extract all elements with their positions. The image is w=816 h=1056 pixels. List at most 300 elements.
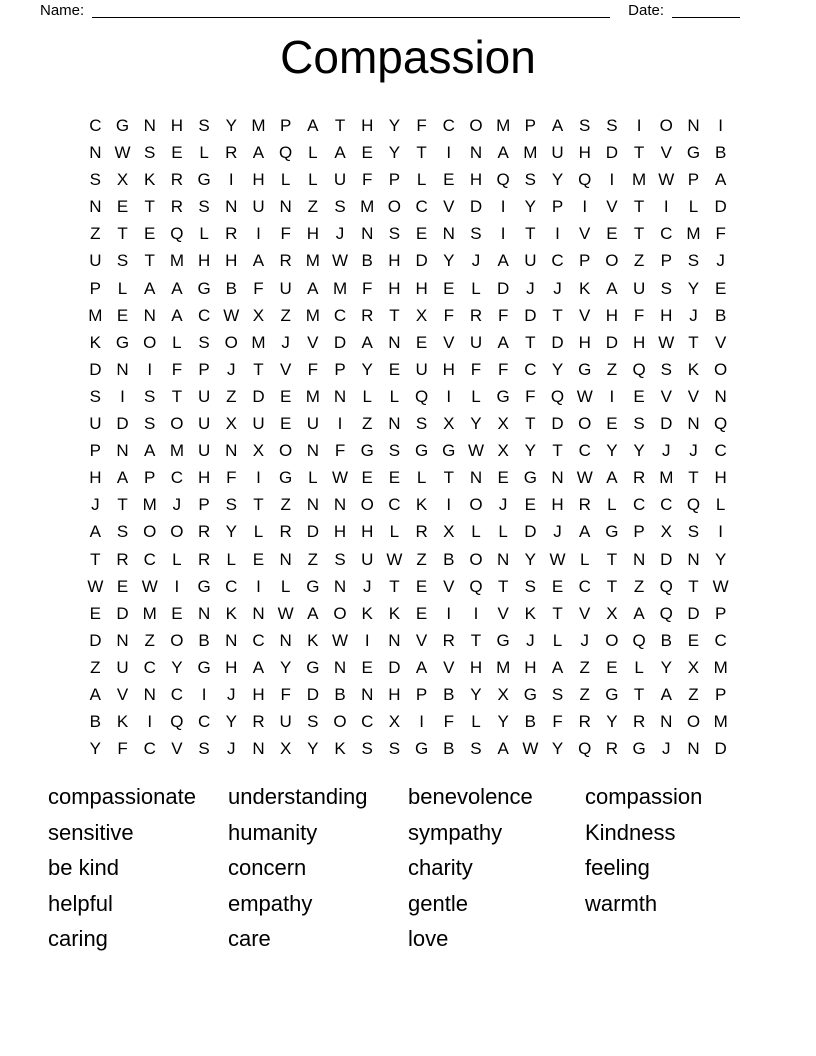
grid-letter: V — [171, 739, 183, 759]
grid-letter: T — [688, 332, 699, 352]
grid-letter: R — [578, 712, 591, 732]
grid-letter: P — [89, 278, 102, 298]
grid-letter: M — [713, 712, 728, 732]
grid-letter: E — [279, 386, 292, 406]
grid-letter: A — [307, 603, 319, 623]
grid-letter: W — [658, 170, 675, 190]
grid-letter: O — [143, 522, 157, 542]
grid-letter: L — [308, 143, 318, 163]
grid-letter: L — [471, 278, 481, 298]
grid-letter: G — [306, 576, 320, 596]
grid-row — [82, 247, 735, 274]
grid-letter: T — [497, 576, 509, 596]
grid-letter: X — [660, 522, 672, 542]
grid-letter: D — [469, 197, 483, 217]
grid-letter: Z — [90, 657, 101, 677]
grid-letter: K — [307, 630, 319, 650]
grid-letter: I — [419, 712, 424, 732]
grid-letter: W — [87, 576, 104, 596]
grid-letter: L — [715, 495, 726, 515]
grid-letter: L — [226, 549, 237, 569]
grid-letter: L — [389, 522, 400, 542]
grid-letter: T — [117, 495, 128, 515]
grid-letter: L — [416, 170, 427, 190]
grid-letter: H — [578, 143, 591, 163]
grid-letter: I — [364, 630, 370, 650]
grid-letter: W — [277, 603, 294, 623]
grid-letter: G — [496, 386, 510, 406]
grid-letter: R — [605, 739, 619, 759]
grid-letter: O — [170, 522, 184, 542]
grid-letter: B — [660, 630, 672, 650]
grid-letter: H — [333, 522, 347, 542]
grid-letter: L — [117, 278, 128, 298]
grid-letter: F — [171, 359, 183, 379]
grid-letter: J — [91, 495, 100, 515]
grid-letter: C — [361, 712, 374, 732]
grid-letter: R — [170, 197, 184, 217]
grid-letter: M — [659, 468, 674, 488]
grid-letter: H — [632, 332, 646, 352]
grid-letter: P — [687, 170, 700, 190]
grid-letter: B — [524, 712, 537, 732]
grid-letter: F — [497, 305, 509, 325]
grid-letter: S — [334, 549, 346, 569]
grid-letter: T — [253, 359, 264, 379]
grid-letter: P — [89, 441, 102, 461]
grid-letter: K — [579, 278, 591, 298]
grid-letter: L — [498, 522, 508, 542]
grid-letter: J — [553, 522, 562, 542]
grid-letter: R — [279, 251, 292, 271]
grid-letter: P — [633, 522, 645, 542]
grid-letter: P — [579, 251, 591, 271]
grid-letter: I — [147, 712, 153, 732]
grid-letter: E — [714, 278, 727, 298]
grid-letter: D — [714, 197, 727, 217]
grid-letter: N — [225, 630, 238, 650]
grid-letter: Q — [279, 143, 293, 163]
grid-letter: E — [633, 386, 645, 406]
grid-letter: V — [660, 386, 672, 406]
grid-letter: A — [551, 657, 564, 677]
grid-letter: G — [605, 522, 619, 542]
grid-letter: Z — [144, 630, 155, 650]
grid-letter: T — [688, 576, 699, 596]
grid-letter: B — [225, 278, 237, 298]
grid-letter: O — [333, 603, 347, 623]
grid-letter: X — [252, 441, 265, 461]
word-item: concern — [228, 855, 307, 881]
grid-letter: T — [606, 549, 618, 569]
grid-letter: G — [442, 441, 456, 461]
grid-letter: I — [446, 603, 452, 623]
grid-letter: I — [256, 224, 261, 244]
grid-letter: A — [144, 278, 156, 298]
grid-letter: C — [197, 712, 211, 732]
grid-letter: E — [606, 657, 618, 677]
grid-letter: D — [524, 305, 537, 325]
grid-letter: N — [469, 143, 483, 163]
grid-letter: S — [660, 359, 672, 379]
grid-letter: W — [141, 576, 158, 596]
grid-letter: T — [389, 576, 400, 596]
grid-letter: M — [713, 657, 728, 677]
grid-letter: A — [633, 603, 645, 623]
grid-letter: L — [199, 224, 209, 244]
grid-letter: Q — [170, 224, 184, 244]
word-item: empathy — [228, 890, 313, 916]
grid-letter: T — [144, 197, 155, 217]
grid-letter: H — [225, 657, 238, 677]
grid-letter: J — [172, 495, 182, 515]
grid-letter: E — [524, 495, 537, 515]
grid-letter: X — [415, 305, 428, 325]
grid-letter: I — [256, 468, 261, 488]
grid-letter: M — [88, 305, 103, 325]
grid-letter: U — [252, 414, 265, 434]
name-fill-line — [92, 3, 610, 18]
grid-letter: L — [362, 386, 372, 406]
grid-letter: T — [117, 224, 128, 244]
grid-letter: J — [689, 305, 698, 325]
grid-letter: N — [687, 414, 700, 434]
grid-letter: S — [198, 197, 210, 217]
grid-letter: S — [361, 739, 373, 759]
grid-letter: E — [551, 576, 564, 596]
grid-letter: A — [307, 116, 319, 135]
word-item: charity — [408, 855, 473, 881]
grid-letter: D — [714, 739, 727, 759]
grid-letter: S — [89, 386, 102, 406]
grid-letter: J — [553, 278, 562, 298]
grid-letter: I — [609, 386, 615, 406]
grid-letter: C — [143, 657, 156, 677]
grid-letter: Y — [89, 739, 102, 759]
grid-row — [82, 518, 735, 545]
grid-letter: C — [170, 684, 184, 704]
grid-letter: T — [171, 386, 183, 406]
grid-letter: H — [469, 170, 483, 190]
grid-letter: Q — [632, 359, 646, 379]
word-list-column — [48, 779, 228, 957]
word-item: care — [228, 926, 271, 952]
grid-letter: U — [306, 414, 319, 434]
grid-letter: C — [714, 630, 727, 650]
grid-letter: Z — [579, 657, 590, 677]
grid-letter: A — [579, 522, 591, 542]
grid-letter: U — [279, 278, 292, 298]
grid-row — [82, 573, 735, 600]
grid-letter: V — [714, 332, 727, 352]
grid-letter: L — [471, 522, 481, 542]
word-item: benevolence — [408, 784, 533, 809]
grid-letter: I — [120, 386, 125, 406]
grid-letter: B — [714, 305, 727, 325]
grid-letter: S — [144, 143, 156, 163]
grid-letter: F — [334, 441, 346, 461]
grid-letter: Q — [659, 603, 673, 623]
grid-letter: R — [578, 495, 591, 515]
grid-letter: D — [388, 657, 401, 677]
grid-letter: G — [414, 739, 429, 759]
grid-letter: T — [144, 251, 155, 271]
grid-letter: H — [361, 116, 374, 135]
grid-letter: U — [89, 251, 102, 271]
grid-letter: Y — [361, 359, 373, 379]
grid-letter: N — [116, 441, 129, 461]
grid-letter: S — [524, 576, 537, 596]
grid-letter: D — [252, 386, 265, 406]
grid-letter: Z — [606, 359, 618, 379]
word-search-grid — [82, 112, 735, 762]
grid-letter: C — [225, 576, 238, 596]
grid-letter: C — [578, 576, 591, 596]
grid-letter: E — [116, 576, 129, 596]
grid-letter: V — [579, 603, 591, 623]
grid-letter: G — [197, 576, 211, 596]
grid-letter: S — [198, 739, 210, 759]
grid-letter: T — [90, 549, 101, 569]
grid-letter: J — [471, 251, 481, 271]
grid-letter: I — [201, 684, 207, 704]
grid-letter: Z — [362, 414, 373, 434]
grid-letter: N — [116, 359, 129, 379]
word-list — [48, 779, 776, 957]
word-item: warmth — [585, 890, 658, 916]
grid-letter: M — [496, 116, 511, 135]
grid-letter: X — [116, 170, 129, 190]
grid-letter: T — [470, 630, 482, 650]
grid-letter: C — [170, 468, 184, 488]
grid-letter: F — [552, 712, 563, 732]
grid-letter: Y — [524, 441, 537, 461]
grid-letter: Y — [606, 441, 618, 461]
grid-letter: A — [660, 684, 672, 704]
grid-letter: B — [361, 251, 373, 271]
grid-letter: A — [307, 278, 319, 298]
grid-letter: A — [606, 278, 618, 298]
grid-letter: H — [225, 251, 238, 271]
grid-letter: S — [89, 170, 102, 190]
grid-letter: O — [714, 359, 728, 379]
grid-row — [82, 220, 735, 247]
grid-letter: X — [443, 522, 455, 542]
grid-letter: M — [251, 116, 266, 135]
grid-letter: A — [415, 657, 428, 677]
grid-letter: V — [116, 684, 129, 704]
grid-letter: U — [524, 251, 537, 271]
grid-letter: F — [633, 305, 645, 325]
word-item: humanity — [228, 819, 318, 845]
grid-letter: C — [442, 116, 455, 135]
grid-letter: Y — [606, 712, 618, 732]
grid-letter: E — [687, 630, 700, 650]
grid-letter: H — [361, 522, 374, 542]
grid-letter: R — [225, 224, 238, 244]
grid-letter: J — [580, 630, 589, 650]
grid-letter: E — [415, 332, 428, 352]
grid-letter: P — [660, 251, 672, 271]
grid-letter: A — [252, 657, 265, 677]
grid-letter: M — [169, 441, 184, 461]
grid-letter: F — [226, 468, 237, 488]
grid-letter: E — [415, 576, 428, 596]
grid-letter: F — [362, 170, 373, 190]
grid-letter: S — [198, 116, 210, 135]
grid-row — [82, 491, 735, 518]
grid-row — [82, 464, 735, 491]
grid-letter: S — [687, 251, 700, 271]
grid-letter: T — [253, 495, 264, 515]
grid-letter: M — [686, 224, 701, 244]
grid-letter: G — [115, 116, 130, 135]
grid-letter: H — [415, 278, 428, 298]
grid-letter: A — [606, 468, 618, 488]
grid-letter: V — [579, 305, 591, 325]
grid-letter: D — [306, 522, 319, 542]
date-label: Date: — [628, 2, 664, 19]
grid-letter: M — [251, 332, 266, 352]
grid-row — [82, 546, 735, 573]
grid-letter: H — [197, 251, 211, 271]
grid-letter: Q — [578, 170, 592, 190]
grid-letter: P — [551, 197, 564, 217]
grid-letter: N — [551, 468, 564, 488]
grid-letter: M — [305, 251, 320, 271]
grid-letter: O — [170, 414, 184, 434]
grid-letter: W — [223, 305, 240, 325]
grid-letter: D — [333, 332, 347, 352]
grid-letter: R — [632, 468, 646, 488]
grid-letter: U — [469, 332, 483, 352]
grid-letter: W — [712, 576, 729, 596]
grid-letter: N — [143, 684, 156, 704]
grid-letter: L — [607, 495, 617, 515]
grid-letter: S — [144, 386, 156, 406]
grid-letter: K — [334, 739, 346, 759]
grid-letter: Y — [660, 657, 672, 677]
grid-letter: O — [143, 332, 157, 352]
grid-letter: H — [170, 116, 184, 135]
grid-letter: O — [469, 116, 483, 135]
grid-letter: Q — [686, 495, 701, 515]
grid-letter: T — [552, 441, 563, 461]
grid-letter: Q — [550, 386, 565, 406]
grid-letter: Z — [416, 549, 427, 569]
grid-letter: Q — [496, 170, 510, 190]
word-list-column — [228, 779, 408, 957]
grid-letter: T — [552, 305, 563, 325]
grid-letter: L — [634, 657, 644, 677]
grid-letter: S — [633, 414, 645, 434]
grid-row — [82, 302, 735, 329]
grid-letter: N — [333, 657, 347, 677]
grid-letter: I — [228, 170, 234, 190]
grid-letter: N — [225, 441, 238, 461]
grid-letter: R — [225, 143, 238, 163]
grid-letter: N — [333, 576, 347, 596]
grid-letter: Y — [551, 170, 564, 190]
grid-letter: I — [500, 224, 506, 244]
grid-letter: S — [116, 522, 129, 542]
grid-letter: F — [253, 278, 264, 298]
grid-letter: B — [443, 549, 455, 569]
grid-letter: A — [714, 170, 727, 190]
grid-letter: V — [443, 576, 455, 596]
grid-letter: E — [144, 224, 156, 244]
word-item: sensitive — [48, 819, 134, 845]
grid-letter: A — [252, 251, 265, 271]
grid-letter: U — [116, 657, 129, 677]
grid-letter: I — [337, 414, 343, 434]
grid-letter: R — [116, 549, 129, 569]
grid-letter: N — [388, 332, 401, 352]
grid-letter: R — [469, 305, 483, 325]
grid-letter: L — [199, 143, 209, 163]
grid-letter: R — [632, 712, 646, 732]
grid-letter: Y — [633, 441, 645, 461]
header — [40, 1, 740, 19]
grid-letter: F — [117, 739, 128, 759]
grid-letter: D — [524, 522, 537, 542]
grid-letter: I — [446, 495, 452, 515]
grid-letter: E — [388, 359, 401, 379]
grid-letter: P — [524, 116, 537, 135]
grid-letter: X — [252, 305, 265, 325]
grid-letter: M — [305, 305, 320, 325]
grid-letter: H — [388, 278, 401, 298]
grid-letter: O — [170, 630, 184, 650]
grid-letter: U — [197, 386, 211, 406]
grid-letter: C — [714, 441, 727, 461]
grid-letter: F — [525, 386, 536, 406]
grid-letter: F — [362, 278, 373, 298]
grid-letter: Y — [225, 116, 237, 135]
grid-letter: G — [523, 684, 537, 704]
grid-letter: M — [305, 386, 320, 406]
grid-letter: A — [497, 251, 509, 271]
grid-letter: Y — [714, 549, 727, 569]
grid-letter: Z — [307, 197, 319, 217]
grid-letter: Q — [170, 712, 184, 732]
grid-letter: T — [688, 468, 699, 488]
grid-letter: Y — [443, 251, 455, 271]
grid-letter: R — [442, 630, 455, 650]
grid-letter: X — [443, 414, 455, 434]
grid-letter: C — [143, 549, 156, 569]
grid-letter: R — [415, 522, 428, 542]
grid-letter: F — [443, 712, 454, 732]
grid-letter: L — [280, 576, 291, 596]
grid-letter: P — [388, 170, 401, 190]
grid-letter: I — [663, 197, 669, 217]
grid-letter: B — [334, 684, 346, 704]
grid-letter: M — [142, 603, 157, 623]
grid-letter: J — [716, 251, 725, 271]
grid-letter: A — [497, 739, 509, 759]
grid-letter: S — [198, 332, 210, 352]
grid-letter: L — [416, 468, 427, 488]
grid-letter: N — [687, 549, 700, 569]
grid-letter: I — [636, 116, 642, 135]
grid-letter: V — [415, 630, 428, 650]
grid-row — [82, 654, 735, 681]
grid-letter: D — [605, 143, 619, 163]
grid-letter: C — [143, 739, 156, 759]
grid-letter: H — [388, 251, 401, 271]
grid-letter: I — [147, 359, 153, 379]
